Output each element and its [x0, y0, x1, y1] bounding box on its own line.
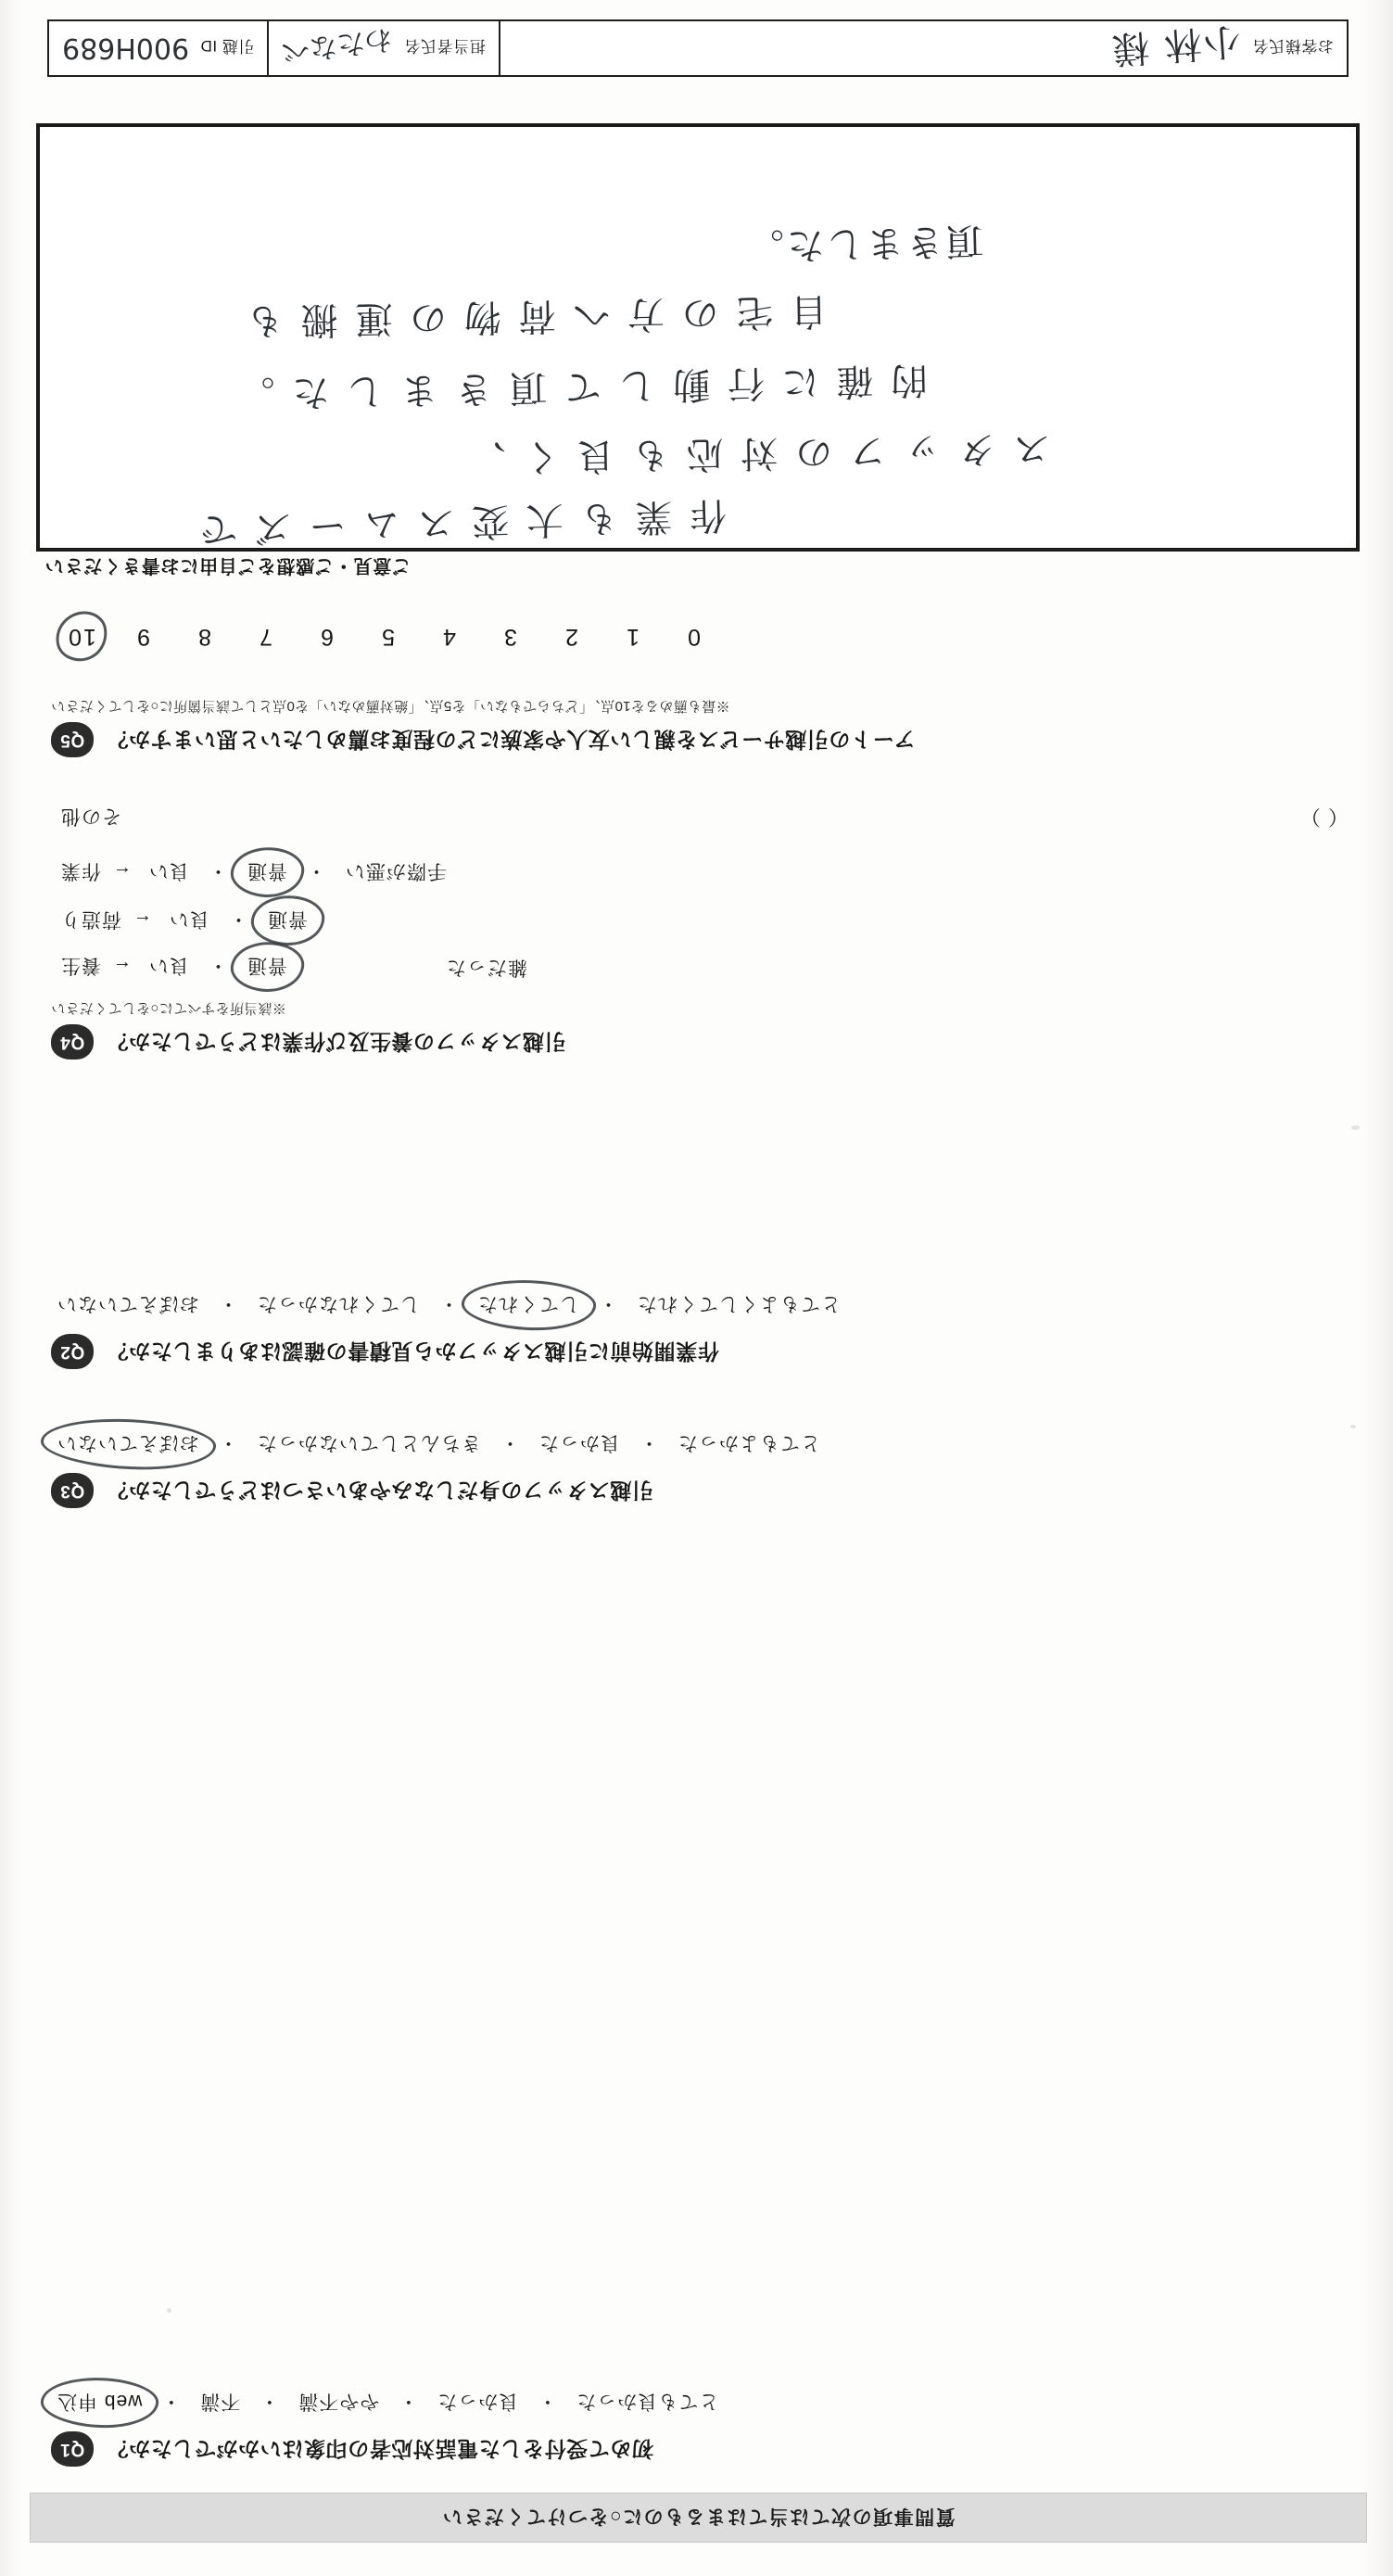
comment-label: ご意見・ご感想をご自由にお書きください — [44, 555, 412, 576]
staff-label: 担当者氏名 — [404, 37, 486, 56]
q5-scale-5[interactable]: 5 — [380, 624, 395, 650]
q2-option-3[interactable]: おぼえていない — [57, 1293, 199, 1314]
q2-head — [51, 1334, 1349, 1369]
q3-option-1[interactable]: 良かった — [538, 1432, 620, 1453]
q4-row2-option-1[interactable]: 普通 — [241, 857, 293, 888]
q2-option-1[interactable]: してくれた — [472, 1289, 585, 1321]
q4-head — [51, 1024, 1349, 1060]
question-q3 — [51, 1428, 1349, 1508]
q5-scale-6[interactable]: 6 — [319, 624, 334, 650]
id-label: 引越 ID — [200, 37, 255, 56]
q5-scale-0[interactable]: 0 — [686, 624, 701, 650]
q3-text: 引越スタッフの身だしなみやあいさつはどうでしたか？ — [107, 1478, 653, 1503]
q4-row0-arrow: ← — [112, 957, 132, 978]
q3-option-2[interactable]: きちんとしていなかった — [257, 1432, 481, 1453]
comment-line-0: 頂きました。 — [743, 219, 984, 268]
comment-line-2: 的 確 に 行 動 し て 頂 き ま し た 。 — [234, 358, 929, 415]
q4-row-1 — [51, 905, 1349, 936]
q3-head — [51, 1473, 1349, 1508]
q3-option-0[interactable]: とてもよかった — [678, 1432, 820, 1453]
scan-speck — [1351, 1125, 1360, 1130]
q1-option-3[interactable]: 不満 — [199, 2391, 241, 2412]
q4-badge: Q4 — [51, 1024, 94, 1060]
q5-scale-4[interactable]: 4 — [441, 624, 456, 650]
q4-other-label: その他 — [60, 806, 121, 828]
q4-row2-option-0[interactable]: 良い — [148, 860, 189, 882]
q4-row-2 — [51, 857, 1349, 888]
q1-sep: ・ — [259, 2391, 280, 2412]
q4-row0-label: 養生 — [60, 955, 101, 976]
q4-row2-sep: ・ — [208, 860, 228, 882]
q5-scale-3[interactable]: 3 — [502, 624, 517, 650]
q4-row0-option-2[interactable]: 雑だった — [446, 957, 527, 978]
q3-options — [51, 1428, 1349, 1460]
instruction-text: 質問事項の次ては当てはまるものに○をつけてください — [441, 2506, 956, 2527]
q4-row2-option-2[interactable]: 手際が悪い — [345, 860, 447, 882]
q2-text: 作業開始前に引越スタッフから見積書の確認はありましたか？ — [107, 1339, 719, 1364]
q2-badge: Q2 — [51, 1334, 94, 1369]
q4-row0-sep: ・ — [208, 955, 228, 976]
q4-note: ※該当所をすべてに○をしてください — [51, 1000, 286, 1016]
q4-row1-label: 荷造り — [60, 908, 121, 930]
q5-scale-7[interactable]: 7 — [258, 624, 272, 650]
q4-row1-option-1[interactable]: 普通 — [261, 905, 313, 936]
q4-row2-arrow: ← — [112, 862, 132, 883]
q4-row2-label: 作業 — [60, 860, 101, 882]
staff-signature: わたなべ — [280, 21, 395, 69]
q1-option-2[interactable]: やや不満 — [298, 2391, 380, 2412]
q1-badge: Q1 — [51, 2431, 94, 2467]
question-q2 — [51, 1289, 1349, 1369]
q3-badge: Q3 — [51, 1473, 94, 1508]
q4-other-field[interactable]: （ ） — [1298, 806, 1349, 829]
question-q5 — [51, 697, 1349, 757]
q5-scale — [51, 623, 1349, 650]
q1-option-0[interactable]: とても良かった — [576, 2391, 719, 2412]
q5-text: アートの引越サービスを親しい友人や家族にどの程度お薦めしたいと思いますか？ — [107, 728, 916, 752]
scan-speck — [167, 2308, 171, 2313]
q2-option-0[interactable]: とてもよくしてくれた — [637, 1293, 841, 1314]
q3-sep: ・ — [500, 1432, 520, 1453]
id-cell-moving-id — [49, 21, 269, 75]
customer-label: お客様氏名 — [1252, 37, 1334, 56]
q1-sep: ・ — [398, 2391, 419, 2412]
id-value: 900H689 — [62, 32, 190, 65]
q2-sep: ・ — [598, 1293, 618, 1314]
q4-text: 引越スタッフの養生及び作業はどうでしたか？ — [107, 1030, 566, 1054]
q5-scale-9[interactable]: 9 — [135, 624, 150, 650]
q1-sep: ・ — [160, 2391, 182, 2412]
instruction-banner — [30, 2493, 1367, 2543]
q4-row0-option-0[interactable]: 良い — [148, 955, 189, 976]
q5-scale-8[interactable]: 8 — [196, 624, 211, 650]
id-strip — [47, 19, 1349, 77]
customer-signature: 小林 様 — [1109, 19, 1243, 71]
q3-sep: ・ — [639, 1432, 659, 1453]
comment-line-4: 作 業 も 大 変 ス ム ー ズ で — [196, 493, 728, 551]
scan-edge-left — [1361, 0, 1393, 2576]
q1-options — [51, 2387, 1349, 2418]
id-cell-staff — [269, 21, 500, 75]
question-q1 — [51, 2387, 1349, 2467]
q4-row2-sep: ・ — [306, 860, 326, 882]
q4-row1-sep: ・ — [228, 908, 248, 930]
q1-option-4[interactable]: web 申込 — [51, 2387, 147, 2418]
q3-option-3[interactable]: おぼえていない — [51, 1428, 205, 1460]
q4-row1-option-0[interactable]: 良い — [169, 908, 209, 930]
comment-line-1: 自 宅 の 方 へ 荷 物 の 運 搬 も — [243, 289, 829, 342]
q1-sep: ・ — [537, 2391, 558, 2412]
id-cell-customer — [500, 21, 1347, 75]
comment-line-3: ス タ ッ フ の 対 応 も 良 く 、 — [465, 426, 1051, 479]
scan-speck — [1350, 1425, 1356, 1428]
q2-option-2[interactable]: してくれなかった — [257, 1293, 420, 1314]
q5-scale-2[interactable]: 2 — [564, 624, 578, 650]
q1-text: 初めて受付をした電話対応者の印象はいかがでしたか？ — [107, 2437, 653, 2461]
question-q4 — [51, 804, 1349, 1060]
q5-head — [51, 722, 1349, 757]
q5-scale-10[interactable]: 10 — [51, 623, 112, 650]
q5-scale-1[interactable]: 1 — [625, 624, 640, 650]
q1-option-1[interactable]: 良かった — [437, 2391, 519, 2412]
scan-edge-right — [0, 0, 24, 2576]
comment-box[interactable] — [36, 123, 1360, 552]
q1-head — [51, 2431, 1349, 2467]
q4-row0-option-1[interactable]: 普通 — [241, 951, 293, 983]
q2-sep: ・ — [218, 1293, 238, 1314]
q5-note: ※最も薦めるを10点、「どちらでもない」を5点、「絶対薦めない」を0点として該当箇所に○をしてください — [51, 698, 730, 714]
q5-badge: Q5 — [51, 722, 94, 757]
q2-sep: ・ — [438, 1293, 459, 1314]
q4-row1-arrow: ← — [133, 910, 152, 932]
q4-row-0-extra — [440, 953, 1349, 984]
q2-options — [51, 1289, 1349, 1321]
q3-sep: ・ — [218, 1432, 238, 1453]
q4-other-row — [51, 804, 1349, 832]
